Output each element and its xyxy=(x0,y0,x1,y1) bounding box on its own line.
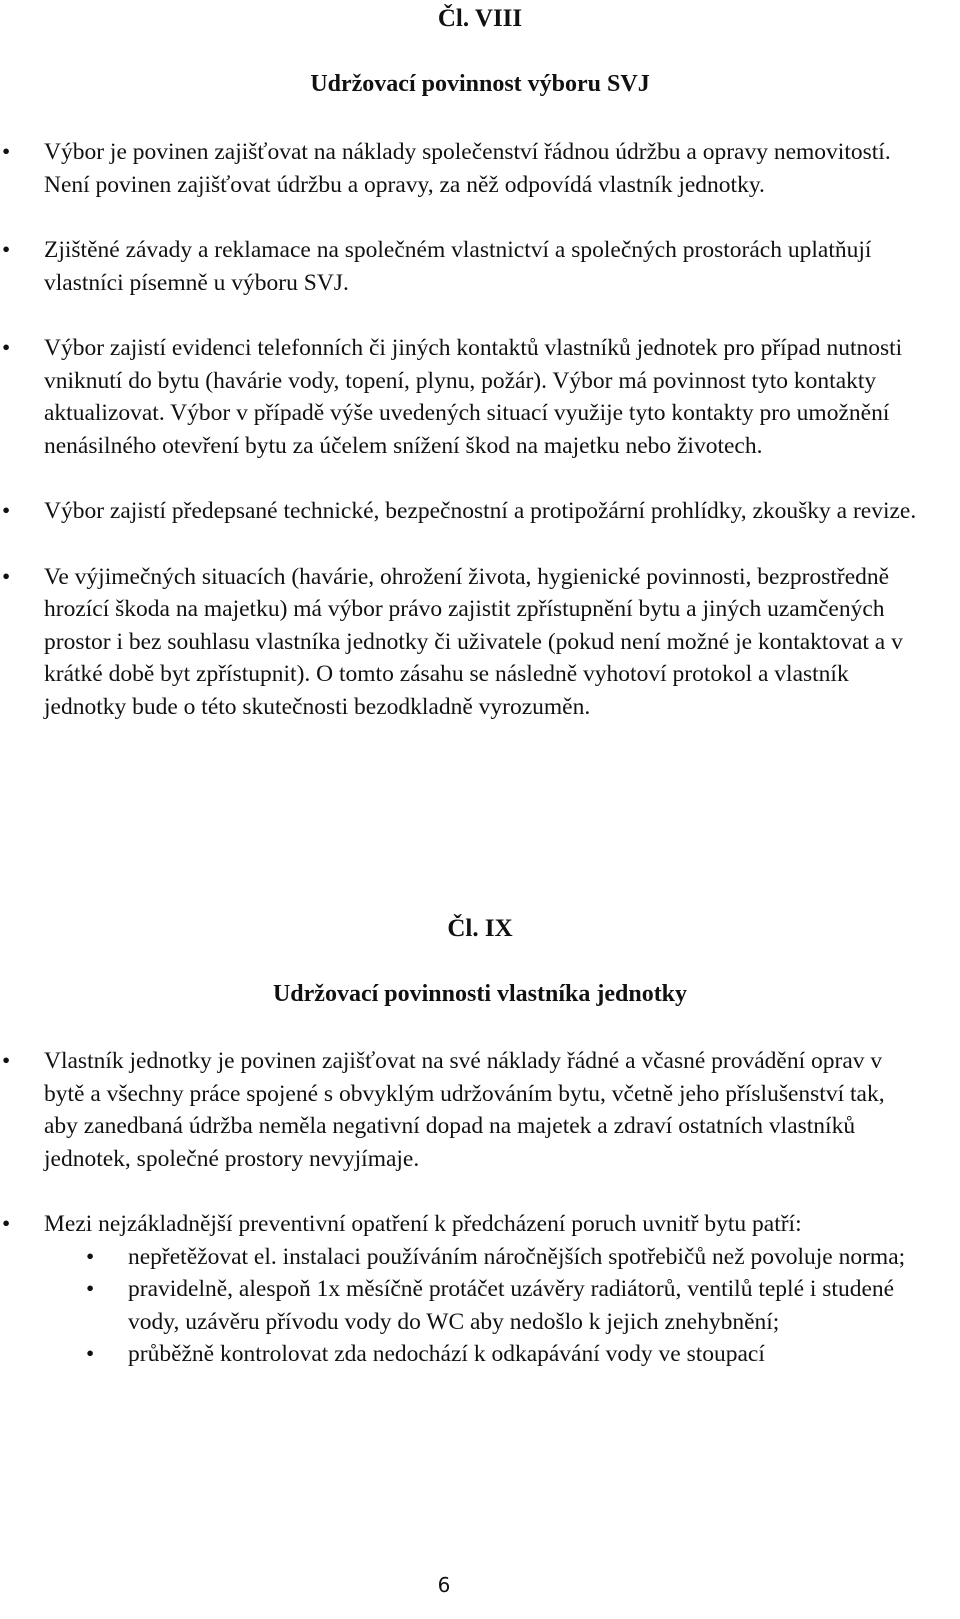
list-item-text: Výbor zajistí předepsané technické, bezpečnostní a protipožární prohlídky, zkoušky a revize. xyxy=(44,498,917,524)
article-8-list xyxy=(0,136,960,723)
article-9-list xyxy=(0,1045,960,1371)
list-item-text: Mezi nejzákladnější preventivní opatření k předcházení poruch uvnitř bytu patří: xyxy=(44,1211,802,1237)
list-item-text: Výbor zajistí evidenci telefonních či jiných kontaktů vlastníků jednotek pro případ nutnosti vniknutí do bytu (havárie vody, topení, plynu, požár). Výbor má povinnost tyto kontakty aktualizovat. Výbor v případě výše uvedených situací využije tyto kontakty pro umožnění nenásilného otevření bytu za účelem snížení škod na majetku nebo životech. xyxy=(44,335,903,459)
bullet-icon: • xyxy=(2,1048,11,1074)
list-item-text: Vlastník jednotky je povinen zajišťovat na své náklady řádné a včasné provádění oprav v bytě a všechny práce spojené s obvyklým udržováním bytu, včetně jeho příslušenství tak, aby zanedbaná údržba neměla negativní dopad na majetek a zdraví ostatních vlastníků jednotek, společné prostory nevyjímaje. xyxy=(44,1048,885,1172)
list-item xyxy=(0,495,924,528)
sub-list-item-text: pravidelně, alespoň 1x měsíčně protáčet uzávěry radiátorů, ventilů teplé i studené vody, uzávěru přívodu vody do WC aby nedošlo k jejich znehybnění; xyxy=(128,1276,895,1335)
article-9-heading: Čl. IX xyxy=(447,915,513,942)
list-item xyxy=(0,136,924,201)
bullet-icon: • xyxy=(2,139,11,165)
bullet-icon: • xyxy=(86,1341,95,1367)
list-item-text: Zjištěné závady a reklamace na společném vlastnictví a společných prostorách uplatňují vlastníci písemně u výboru SVJ. xyxy=(44,237,872,296)
bullet-icon: • xyxy=(2,237,11,263)
sub-list-item xyxy=(0,1273,918,1338)
list-item xyxy=(0,1045,924,1175)
bullet-icon: • xyxy=(2,335,11,361)
bullet-icon: • xyxy=(86,1243,95,1270)
bullet-icon: • xyxy=(2,563,11,590)
list-item-text: Ve výjimečných situacích (havárie, ohrožení života, hygienické povinnosti, bezprostředně hrozící škoda na majetku) má výbor právo zajistit zpřístupnění bytu a jiných uzamčených prostor i bez souhlasu vlastníka jednotky či uživatele (pokud není možné je kontaktovat a v krátké době byt zpřístupnit). O tomto zásahu se následně vyhotoví protokol a vlastník jednotky bude o této skutečnosti bezodkladně vyrozuměn. xyxy=(44,563,903,720)
page-number: 6 xyxy=(437,1573,451,1597)
list-item xyxy=(0,332,924,462)
sub-list-item xyxy=(0,1338,918,1371)
bullet-icon: • xyxy=(86,1276,95,1302)
article-9-title: Udržovací povinnosti vlastníka jednotky xyxy=(272,981,688,1007)
article-8-heading: Čl. VIII xyxy=(437,5,523,32)
sub-list-item xyxy=(0,1241,918,1274)
sub-list-item-text: nepřetěžovat el. instalaci používáním náročnějších spotřebičů než povoluje norma; xyxy=(128,1243,906,1270)
list-item xyxy=(0,234,924,299)
bullet-icon: • xyxy=(2,498,11,524)
list-item-text: Výbor je povinen zajišťovat na náklady společenství řádnou údržbu a opravy nemovitostí. Není povinen zajišťovat údržbu a opravy, za něž odpovídá vlastník jednotky. xyxy=(44,139,891,198)
article-8-title: Udržovací povinnost výboru SVJ xyxy=(310,71,650,97)
bullet-icon: • xyxy=(2,1211,11,1237)
list-item xyxy=(0,1208,924,1241)
list-item xyxy=(0,561,924,724)
sub-list-item-text: průběžně kontrolovat zda nedochází k odkapávání vody ve stoupací xyxy=(128,1341,765,1367)
